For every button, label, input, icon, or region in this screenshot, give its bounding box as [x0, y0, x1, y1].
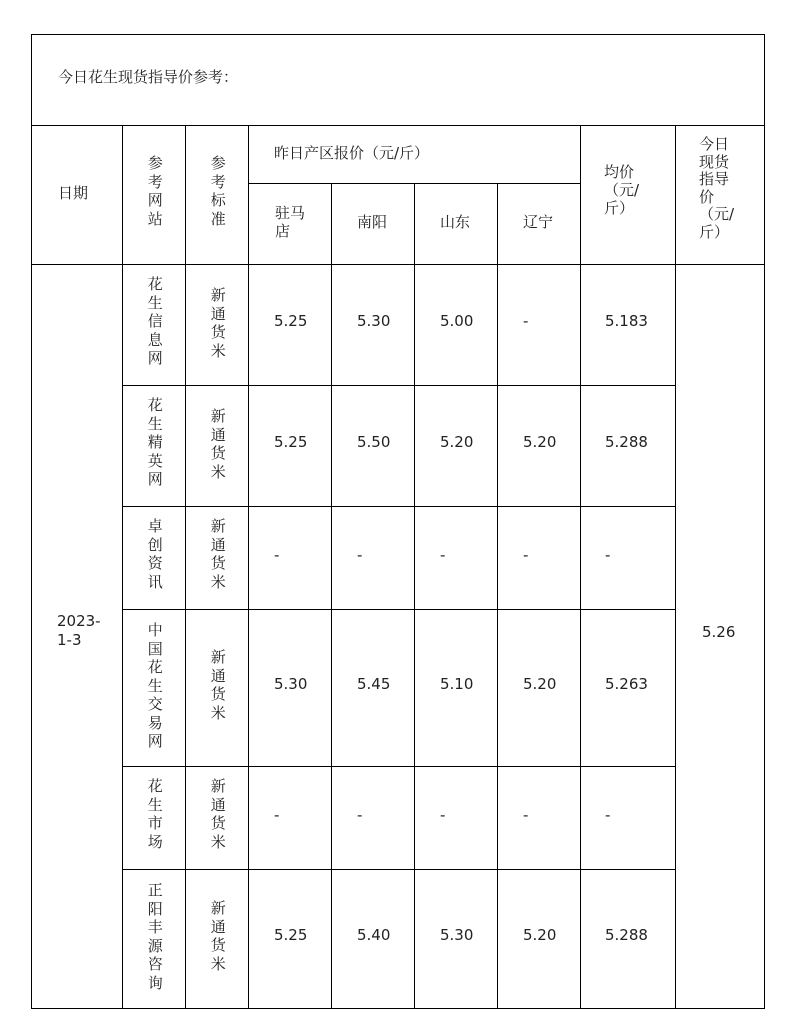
- header-region-shandong: 山东: [440, 213, 471, 231]
- cell-shandong: 5.20: [440, 433, 474, 451]
- row-standard: 新通货米: [210, 517, 226, 591]
- cell-average: 5.183: [605, 312, 648, 330]
- row-line: [122, 385, 675, 386]
- header-guide-line: 今日: [699, 135, 730, 153]
- header-average-line: （元/: [604, 181, 640, 199]
- cell-zhumadian: 5.25: [274, 312, 308, 330]
- cell-liaoning: 5.20: [523, 926, 557, 944]
- cell-nanyang: -: [357, 806, 363, 824]
- row-site: 花生信息网: [147, 275, 163, 367]
- date-line: 2023-: [57, 612, 101, 630]
- header-region-nanyang: 南阳: [357, 213, 388, 231]
- row-line: [122, 609, 675, 610]
- cell-zhumadian: -: [274, 806, 280, 824]
- col-line: [122, 126, 123, 1009]
- date-value: [57, 612, 101, 650]
- cell-liaoning: -: [523, 312, 529, 330]
- cell-shandong: 5.10: [440, 675, 474, 693]
- header-guide-line: 现货: [699, 152, 730, 171]
- cell-nanyang: 5.50: [357, 433, 391, 451]
- col-line: [248, 126, 249, 1009]
- header-guide-line: 价: [699, 187, 715, 206]
- row-standard: 新通货米: [210, 777, 226, 851]
- cell-average: -: [605, 806, 611, 824]
- cell-zhumadian: 5.25: [274, 926, 308, 944]
- row-site: 中国花生交易网: [147, 621, 163, 750]
- header-yesterday-group: 昨日产区报价（元/斤）: [274, 144, 430, 162]
- cell-zhumadian: 5.25: [274, 433, 308, 451]
- guide-price-value: 5.26: [702, 623, 736, 641]
- header-average-line: 斤）: [604, 199, 635, 217]
- subheader-divider: [249, 183, 581, 184]
- cell-liaoning: 5.20: [523, 433, 557, 451]
- cell-shandong: -: [440, 546, 446, 564]
- col-line: [414, 183, 415, 1009]
- cell-zhumadian: -: [274, 546, 280, 564]
- document-title: 今日花生现货指导价参考：: [58, 68, 239, 86]
- row-site: 花生市场: [147, 777, 163, 851]
- cell-average: 5.288: [605, 433, 648, 451]
- row-site: 花生精英网: [147, 396, 163, 488]
- header-average-line: 均价: [604, 163, 635, 181]
- header-guide-line: 指导: [699, 170, 730, 188]
- cell-shandong: -: [440, 806, 446, 824]
- header-region-zhumadian: 驻马店: [275, 204, 306, 240]
- header-region-liaoning: 辽宁: [523, 213, 554, 231]
- cell-liaoning: -: [523, 546, 529, 564]
- row-standard: 新通货米: [210, 286, 226, 360]
- col-line: [185, 126, 186, 1009]
- col-line: [580, 126, 581, 1009]
- cell-liaoning: 5.20: [523, 675, 557, 693]
- row-line: [122, 766, 675, 767]
- cell-average: -: [605, 546, 611, 564]
- header-average: [604, 163, 639, 217]
- row-standard: 新通货米: [210, 899, 226, 973]
- header-guide-line: 斤）: [699, 222, 730, 241]
- header-standard: 参考标准: [210, 154, 226, 228]
- row-standard: 新通货米: [210, 407, 226, 481]
- header-guide-price: [699, 136, 734, 241]
- row-standard: 新通货米: [210, 648, 226, 722]
- col-line: [497, 183, 498, 1009]
- col-line: [331, 183, 332, 1009]
- title-cell: [32, 35, 764, 126]
- cell-zhumadian: 5.30: [274, 675, 308, 693]
- cell-nanyang: 5.45: [357, 675, 391, 693]
- cell-nanyang: 5.30: [357, 312, 391, 330]
- cell-nanyang: 5.40: [357, 926, 391, 944]
- row-site: 卓创资讯: [147, 517, 163, 591]
- price-document: [31, 34, 765, 1009]
- row-line: [122, 506, 675, 507]
- col-line: [675, 126, 676, 1009]
- cell-average: 5.263: [605, 675, 648, 693]
- cell-average: 5.288: [605, 926, 648, 944]
- cell-shandong: 5.00: [440, 312, 474, 330]
- row-site: 正阳丰源咨询: [147, 881, 163, 992]
- cell-liaoning: -: [523, 806, 529, 824]
- row-line: [122, 869, 675, 870]
- cell-shandong: 5.30: [440, 926, 474, 944]
- header-divider: [32, 264, 764, 265]
- header-guide-line: （元/: [699, 205, 735, 223]
- header-site: 参考网站: [147, 154, 163, 228]
- cell-nanyang: -: [357, 546, 363, 564]
- header-date: 日期: [58, 184, 89, 202]
- date-line: 1-3: [57, 631, 82, 649]
